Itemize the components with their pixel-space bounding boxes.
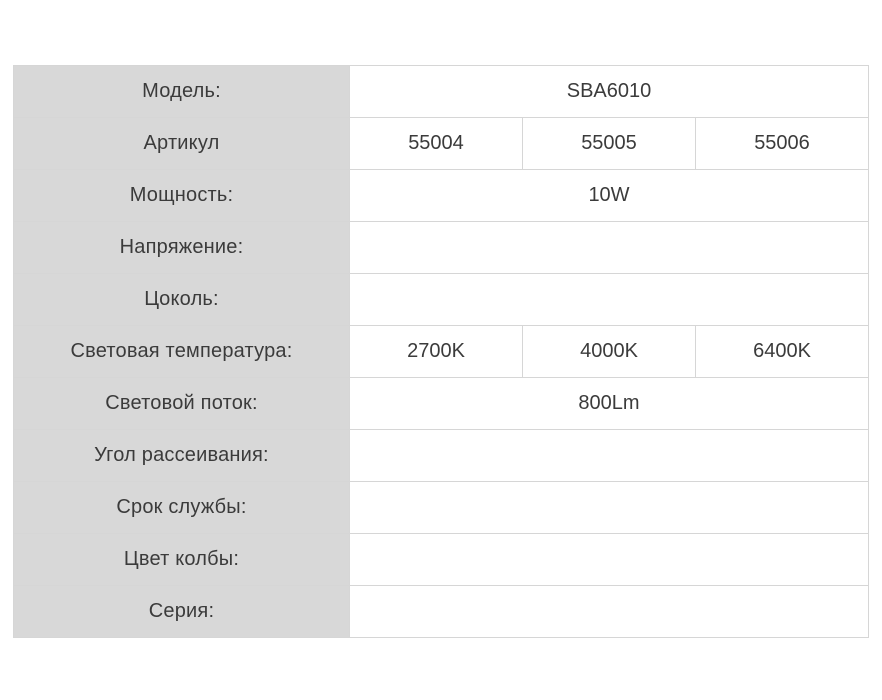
table-row <box>14 482 869 534</box>
spec-value-power: 10W <box>350 170 869 222</box>
spec-label-beam-angle: Угол рассеивания: <box>14 430 350 482</box>
table-row <box>14 586 869 638</box>
spec-value-color-temperature-2: 4000K <box>523 326 696 378</box>
spec-table-container <box>13 65 869 638</box>
spec-value-color-temperature-3: 6400K <box>696 326 869 378</box>
spec-label-luminous-flux: Световой поток: <box>14 378 350 430</box>
spec-label-article: Артикул <box>14 118 350 170</box>
table-row <box>14 378 869 430</box>
spec-value-color-temperature-1: 2700K <box>350 326 523 378</box>
spec-label-color-temperature: Световая температура: <box>14 326 350 378</box>
spec-label-voltage: Напряжение: <box>14 222 350 274</box>
spec-label-series: Серия: <box>14 586 350 638</box>
spec-value-voltage <box>350 222 869 274</box>
spec-value-model: SBA6010 <box>350 66 869 118</box>
spec-table-body <box>14 66 869 638</box>
spec-value-base <box>350 274 869 326</box>
table-row <box>14 274 869 326</box>
spec-label-power: Мощность: <box>14 170 350 222</box>
table-row <box>14 222 869 274</box>
spec-label-lifetime: Срок службы: <box>14 482 350 534</box>
spec-value-series <box>350 586 869 638</box>
spec-label-base: Цоколь: <box>14 274 350 326</box>
spec-label-bulb-color: Цвет колбы: <box>14 534 350 586</box>
spec-value-article-2: 55005 <box>523 118 696 170</box>
table-row <box>14 118 869 170</box>
spec-value-lifetime <box>350 482 869 534</box>
table-row <box>14 326 869 378</box>
table-row <box>14 534 869 586</box>
spec-value-luminous-flux: 800Lm <box>350 378 869 430</box>
table-row <box>14 430 869 482</box>
product-specification-table <box>13 65 869 638</box>
table-row <box>14 170 869 222</box>
spec-value-article-1: 55004 <box>350 118 523 170</box>
spec-value-bulb-color <box>350 534 869 586</box>
spec-value-beam-angle <box>350 430 869 482</box>
spec-value-article-3: 55006 <box>696 118 869 170</box>
spec-label-model: Модель: <box>14 66 350 118</box>
table-row <box>14 66 869 118</box>
